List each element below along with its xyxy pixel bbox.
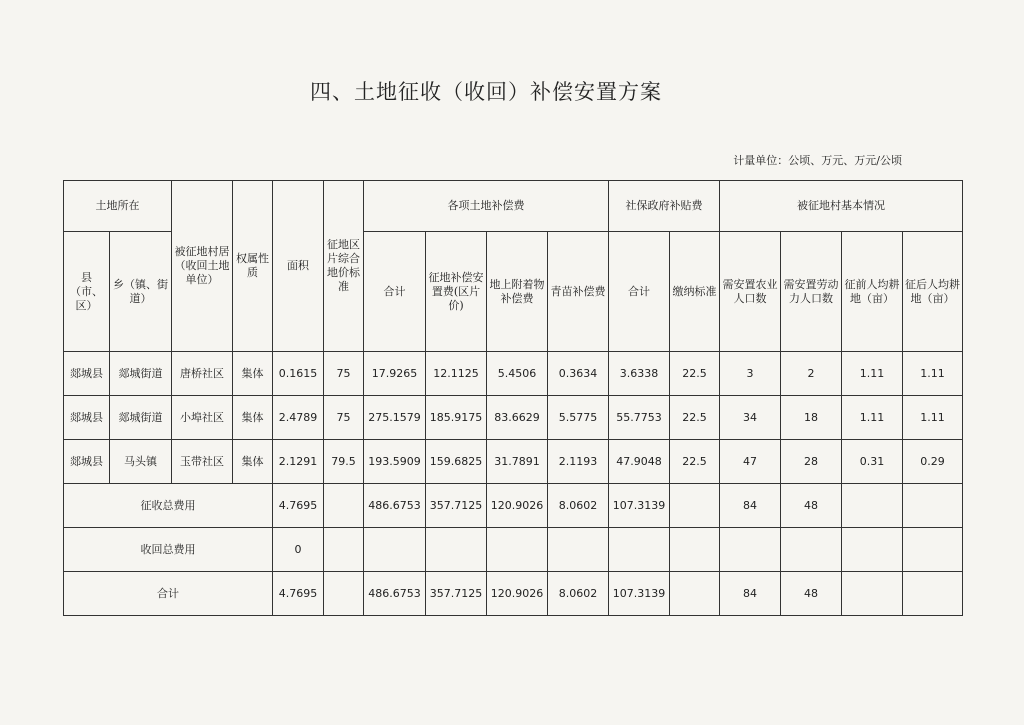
- cell-farm-pop: 3: [720, 352, 781, 396]
- table-row: [64, 352, 963, 396]
- cell-social-std: 22.5: [670, 352, 720, 396]
- header-row-1: [64, 181, 963, 232]
- header-land-location: 土地所在: [64, 181, 172, 232]
- cell-township: 马头镇: [110, 440, 172, 484]
- summary-comp-attach: 120.9026: [487, 572, 548, 616]
- header-farm-pop: 需安置农业人口数: [720, 232, 781, 352]
- summary-comp-crop: 8.0602: [548, 572, 609, 616]
- empty-cell: [842, 528, 903, 572]
- summary-comp-total: 486.6753: [364, 572, 426, 616]
- summary-row-recovery: [64, 528, 963, 572]
- header-comp-crop: 青苗补偿费: [548, 232, 609, 352]
- header-standard: 征地区片综合地价标准: [324, 181, 364, 352]
- empty-cell: [670, 484, 720, 528]
- cell-comp-total: 275.1579: [364, 396, 426, 440]
- cell-social-std: 22.5: [670, 396, 720, 440]
- empty-cell: [548, 528, 609, 572]
- table-row: [64, 440, 963, 484]
- header-comp-attach: 地上附着物补偿费: [487, 232, 548, 352]
- empty-cell: [842, 572, 903, 616]
- summary-labor-pop: 48: [781, 484, 842, 528]
- summary-comp-land: 357.7125: [426, 572, 487, 616]
- cell-standard: 79.5: [324, 440, 364, 484]
- table-row: [64, 396, 963, 440]
- summary-label: 收回总费用: [64, 528, 273, 572]
- cell-comp-total: 17.9265: [364, 352, 426, 396]
- cell-comp-attach: 83.6629: [487, 396, 548, 440]
- cell-township: 郯城街道: [110, 396, 172, 440]
- empty-cell: [670, 572, 720, 616]
- compensation-table: [63, 180, 963, 616]
- cell-social-total: 55.7753: [609, 396, 670, 440]
- cell-standard: 75: [324, 352, 364, 396]
- cell-comp-land: 12.1125: [426, 352, 487, 396]
- cell-social-total: 47.9048: [609, 440, 670, 484]
- cell-village: 玉带社区: [172, 440, 233, 484]
- cell-county: 郯城县: [64, 352, 110, 396]
- header-basic: 被征地村基本情况: [720, 181, 963, 232]
- header-comp-land: 征地补偿安置费(区片价): [426, 232, 487, 352]
- cell-comp-land: 185.9175: [426, 396, 487, 440]
- header-social: 社保政府补贴费: [609, 181, 720, 232]
- summary-comp-total: 486.6753: [364, 484, 426, 528]
- header-comp-total: 合计: [364, 232, 426, 352]
- summary-social-total: 107.3139: [609, 572, 670, 616]
- summary-label: 征收总费用: [64, 484, 273, 528]
- cell-standard: 75: [324, 396, 364, 440]
- cell-land-before: 0.31: [842, 440, 903, 484]
- cell-land-after: 1.11: [903, 396, 963, 440]
- summary-farm-pop: 84: [720, 484, 781, 528]
- summary-label: 合计: [64, 572, 273, 616]
- cell-social-total: 3.6338: [609, 352, 670, 396]
- cell-comp-attach: 5.4506: [487, 352, 548, 396]
- summary-comp-attach: 120.9026: [487, 484, 548, 528]
- header-social-std: 缴纳标准: [670, 232, 720, 352]
- cell-labor-pop: 28: [781, 440, 842, 484]
- empty-cell: [670, 528, 720, 572]
- cell-social-std: 22.5: [670, 440, 720, 484]
- page-title: 四、土地征收（收回）补偿安置方案: [310, 80, 662, 104]
- unit-note: 计量单位：公顷、万元、万元/公顷: [733, 154, 902, 167]
- cell-labor-pop: 18: [781, 396, 842, 440]
- empty-cell: [903, 528, 963, 572]
- cell-comp-attach: 31.7891: [487, 440, 548, 484]
- cell-ownership: 集体: [233, 352, 273, 396]
- cell-ownership: 集体: [233, 396, 273, 440]
- header-ownership: 权属性质: [233, 181, 273, 352]
- cell-comp-crop: 5.5775: [548, 396, 609, 440]
- summary-area: 4.7695: [273, 572, 324, 616]
- summary-labor-pop: 48: [781, 572, 842, 616]
- header-area: 面积: [273, 181, 324, 352]
- header-county: 县（市、区）: [64, 232, 110, 352]
- cell-comp-land: 159.6825: [426, 440, 487, 484]
- cell-area: 2.1291: [273, 440, 324, 484]
- empty-cell: [903, 572, 963, 616]
- cell-comp-total: 193.5909: [364, 440, 426, 484]
- summary-area: 0: [273, 528, 324, 572]
- cell-area: 0.1615: [273, 352, 324, 396]
- cell-labor-pop: 2: [781, 352, 842, 396]
- header-land-after: 征后人均耕地（亩）: [903, 232, 963, 352]
- summary-comp-crop: 8.0602: [548, 484, 609, 528]
- summary-row-expropriation: [64, 484, 963, 528]
- cell-farm-pop: 47: [720, 440, 781, 484]
- header-social-total: 合计: [609, 232, 670, 352]
- cell-farm-pop: 34: [720, 396, 781, 440]
- empty-cell: [609, 528, 670, 572]
- empty-cell: [324, 484, 364, 528]
- empty-cell: [364, 528, 426, 572]
- header-township: 乡（镇、街道）: [110, 232, 172, 352]
- cell-township: 郯城街道: [110, 352, 172, 396]
- empty-cell: [487, 528, 548, 572]
- empty-cell: [324, 572, 364, 616]
- cell-area: 2.4789: [273, 396, 324, 440]
- summary-area: 4.7695: [273, 484, 324, 528]
- cell-ownership: 集体: [233, 440, 273, 484]
- summary-comp-land: 357.7125: [426, 484, 487, 528]
- empty-cell: [720, 528, 781, 572]
- cell-village: 小埠社区: [172, 396, 233, 440]
- cell-land-after: 0.29: [903, 440, 963, 484]
- header-land-before: 征前人均耕地（亩）: [842, 232, 903, 352]
- summary-row-total: [64, 572, 963, 616]
- cell-land-before: 1.11: [842, 396, 903, 440]
- cell-county: 郯城县: [64, 440, 110, 484]
- cell-village: 唐桥社区: [172, 352, 233, 396]
- empty-cell: [903, 484, 963, 528]
- empty-cell: [842, 484, 903, 528]
- cell-county: 郯城县: [64, 396, 110, 440]
- header-labor-pop: 需安置劳动力人口数: [781, 232, 842, 352]
- cell-comp-crop: 2.1193: [548, 440, 609, 484]
- empty-cell: [324, 528, 364, 572]
- empty-cell: [781, 528, 842, 572]
- header-village: 被征地村居（收回土地单位）: [172, 181, 233, 352]
- summary-social-total: 107.3139: [609, 484, 670, 528]
- cell-comp-crop: 0.3634: [548, 352, 609, 396]
- cell-land-after: 1.11: [903, 352, 963, 396]
- summary-farm-pop: 84: [720, 572, 781, 616]
- header-compensation: 各项土地补偿费: [364, 181, 609, 232]
- cell-land-before: 1.11: [842, 352, 903, 396]
- empty-cell: [426, 528, 487, 572]
